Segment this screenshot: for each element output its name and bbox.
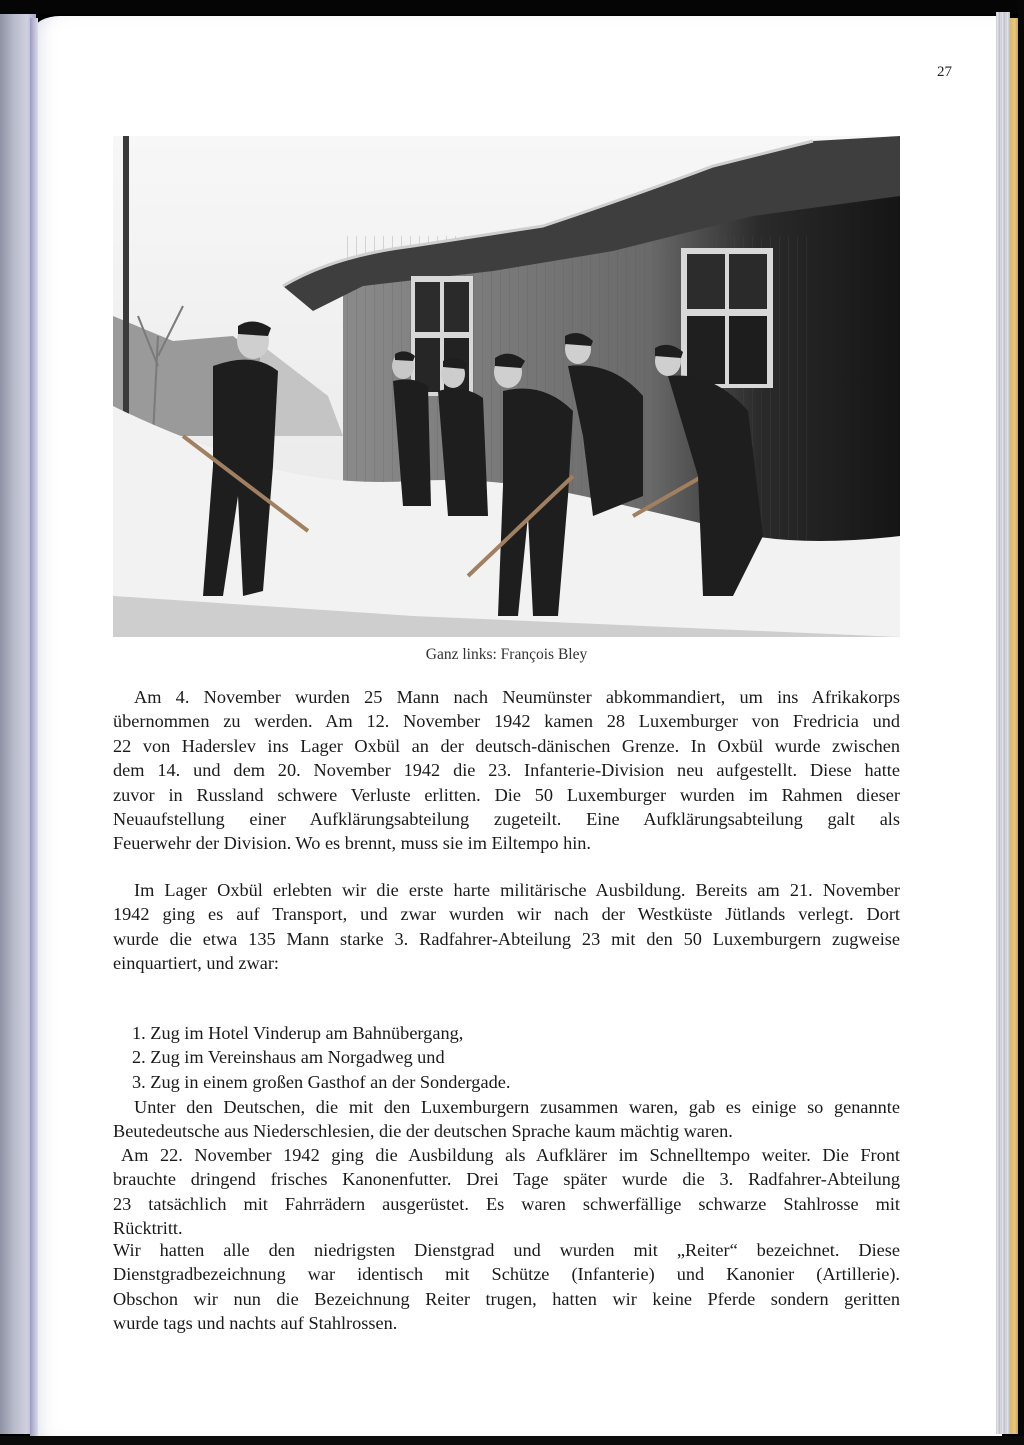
- page-number: 27: [937, 64, 952, 80]
- paragraph-4: [113, 1143, 900, 1241]
- text-line: wurde tags und nachts auf Stahlrossen.: [113, 1313, 398, 1334]
- gutter-shadow: [30, 18, 38, 1436]
- text-line: brauchte dringend frisches Kanonenfutter. Drei Tage später wurde die 3. Radfahrer-Abteilung: [113, 1169, 900, 1190]
- photo-caption: Ganz links: François Bley: [425, 646, 588, 663]
- paragraph-2: [113, 878, 900, 976]
- text-line: Dienstgradbezeichnung war identisch mit Schütze (Infanterie) und Kanonier (Artillerie).: [113, 1264, 900, 1285]
- text-line: Am 4. November wurden 25 Mann nach Neumünster abkommandiert, um ins Afrikakorps: [134, 687, 900, 707]
- page-stack-edge: [996, 12, 1010, 1434]
- text-line: übernommen zu werden. Am 12. November 1942 kamen 28 Luxemburger von Fredricia und: [113, 711, 900, 732]
- paragraph-5: [113, 1238, 900, 1336]
- cover-edge: [1010, 18, 1018, 1434]
- text-line: Im Lager Oxbül erlebten wir die erste harte militärische Ausbildung. Bereits am 21. November: [134, 880, 900, 900]
- paragraph-3: [113, 1095, 900, 1144]
- text-line: Neuaufstellung einer Aufklärungsabteilung zugeteilt. Eine Aufklärungsabteilung galt als: [113, 809, 900, 830]
- list-item: 3. Zug in einem großen Gasthof an der Sondergade.: [132, 1071, 511, 1092]
- text-line: Feuerwehr der Division. Wo es brennt, muss sie im Eiltempo hin.: [113, 833, 592, 854]
- list-item: 1. Zug im Hotel Vinderup am Bahnübergang,: [132, 1023, 464, 1043]
- text-line: wurde die etwa 135 Mann starke 3. Radfahrer-Abteilung 23 mit den 50 Luxemburgern zugweise: [113, 928, 900, 949]
- text-line: Obschon wir nun die Bezeichnung Reiter trugen, hatten wir keine Pferde sondern geritten: [113, 1288, 900, 1309]
- list-item: 2. Zug im Vereinshaus am Norgadweg und: [132, 1047, 445, 1068]
- text-line: Beutedeutsche aus Niederschlesien, die der deutschen Sprache kaum mächtig waren.: [113, 1121, 733, 1142]
- scan-border-top: [0, 0, 1024, 14]
- scan-border-bottom: [0, 1436, 1024, 1445]
- text-line: dem 14. und dem 20. November 1942 die 23. Infanterie-Division neu aufgestellt. Diese hatte: [113, 760, 900, 781]
- scan-border-right: [1018, 0, 1024, 1445]
- text-line: Wir hatten alle den niedrigsten Dienstgrad und wurden mit „Reiter“ bezeichnet. Diese: [113, 1240, 900, 1260]
- photo-illustration: [113, 136, 900, 637]
- text-line: 22 von Haderslev ins Lager Oxbül an der deutsch-dänischen Grenze. In Oxbül wurde zwischen: [113, 735, 900, 756]
- text-line: zuvor in Russland schwere Verluste erlitten. Die 50 Luxemburger wurden im Rahmen dieser: [113, 784, 900, 805]
- text-line: Rücktritt.: [113, 1218, 183, 1239]
- text-line: 1942 ging es auf Transport, und zwar wurden wir nach der Westküste Jütlands verlegt. Dort: [113, 904, 900, 925]
- utility-pole: [123, 136, 129, 436]
- window-right: [681, 248, 773, 388]
- text-line: Am 22. November 1942 ging die Ausbildung als Aufklärer im Schnelltempo weiter. Die Front: [121, 1145, 900, 1165]
- photograph: [113, 136, 900, 637]
- quarters-list: [132, 1021, 832, 1094]
- text-line: Unter den Deutschen, die mit den Luxemburgern zusammen waren, gab es einige so genannte: [134, 1097, 900, 1117]
- text-line: einquartiert, und zwar:: [113, 953, 279, 974]
- paragraph-1: [113, 685, 900, 856]
- text-line: 23 tatsächlich mit Fahrrädern ausgerüstet. Es waren schwerfällige schwarze Stahlrosse mit: [113, 1193, 900, 1214]
